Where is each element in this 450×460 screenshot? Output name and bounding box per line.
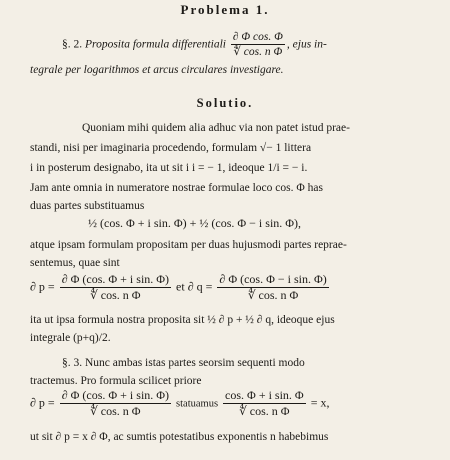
section3-line3: ut sit ∂ p = x ∂ Φ, ac sumtis potestatibus exponentis n habebimus [30,431,329,443]
eq2-fraction-q [217,272,328,303]
problem-statement-line1 [62,30,327,60]
equation-dp-dq [30,272,331,303]
section-label: §. 2. [62,38,83,51]
solution-p2-line2: sentemus, quae sint [30,257,120,269]
eq3-denominator-1: ∜ cos. n Φ [90,404,141,418]
eq3-numerator-1: ∂ Φ (cos. Φ + i sin. Φ) [61,388,170,402]
eq2-numerator-p: ∂ Φ (cos. Φ + i sin. Φ) [61,272,170,286]
eq3-fraction-2 [223,388,306,419]
section3-line1: §. 3. Nunc ambas istas partes seorsim sequenti modo [62,357,305,369]
eq3-denominator-2: ∜ cos. n Φ [239,404,290,418]
eq2-mid: et ∂ q = [176,279,213,294]
solution-p3-line1: ita ut ipsa formula nostra proposita sit ½ ∂ p + ½ ∂ q, ideoque ejus [30,314,335,326]
problem-statement-line2: tegrale per logarithmos et arcus circulares investigare. [30,64,284,76]
formula-denominator: ∜ cos. n Φ [233,46,283,59]
eq2-denominator-q: ∜ cos. n Φ [247,288,299,302]
equation-split-cos: ½ (cos. Φ + i sin. Φ) + ½ (cos. Φ − i sin. Φ), [88,216,302,230]
eq3-mid: statuamus [176,398,219,410]
solution-p1-line1: Quoniam mihi quidem alia adhuc via non patet istud prae- [82,122,350,134]
solution-p2-line1: atque ipsam formulam propositam per duas hujusmodi partes repraе- [30,239,347,251]
solution-p3-line2: integrale (p+q)/2. [30,332,111,344]
solution-heading: Solutio. [196,96,254,110]
statement-part-b: , ejus in- [286,38,327,51]
solution-p1-line4: Jam ante omnia in numeratore nostrae formulae loco cos. Φ has [30,182,323,194]
statement-part-a: Proposita formula differentiali [85,38,226,51]
section3-line2: tractemus. Pro formula scilicet priore [30,375,202,387]
formula-fraction [231,30,285,60]
eq2-lhs: ∂ p = [30,279,55,294]
eq2-numerator-q: ∂ Φ (cos. Φ − i sin. Φ) [219,272,327,286]
solution-p1-line5: duas partes substituamus [30,200,145,212]
eq3-numerator-2: cos. Φ + i sin. Φ [225,388,304,402]
eq3-rhs: = x, [310,395,330,410]
solution-p1-line3: i in posterum designabo, ita ut sit i i = − 1, ideoque 1/i = − i. [30,162,308,174]
formula-numerator: ∂ Φ cos. Φ [231,30,285,45]
eq3-fraction-1 [60,388,171,419]
equation-statuamus [30,388,329,419]
problem-title: Problema 1. [180,2,270,17]
eq2-denominator-p: ∜ cos. n Φ [90,288,141,302]
eq3-lhs: ∂ p = [30,395,55,410]
eq2-fraction-p [60,272,171,303]
solution-p1-line2: standi, nisi per imaginaria procedendo, formulam √− 1 littera [30,142,312,154]
